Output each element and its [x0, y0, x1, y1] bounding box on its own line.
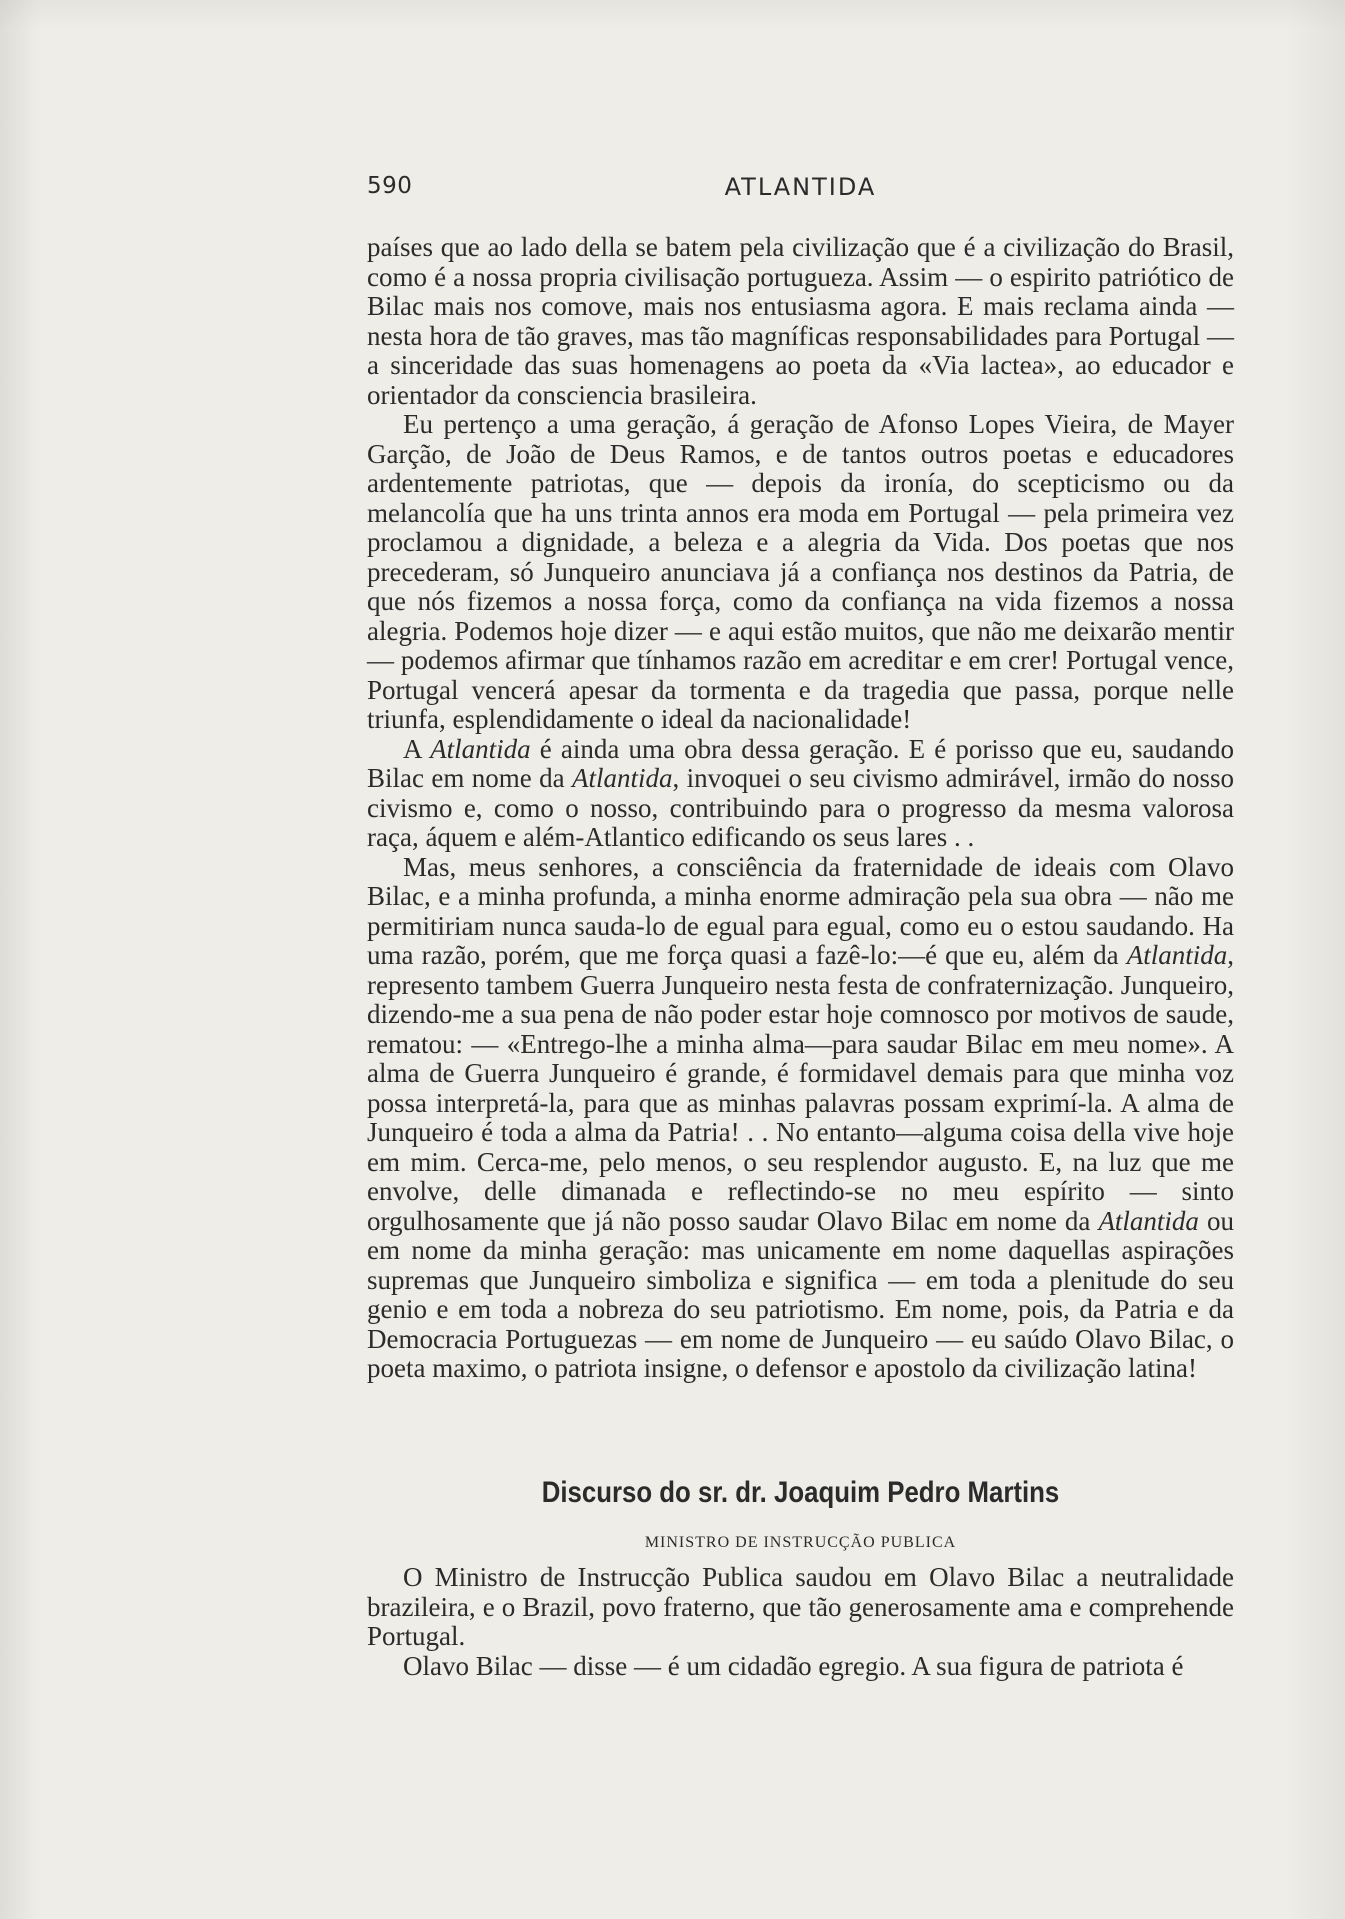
page-number: 590 [367, 173, 413, 199]
paragraph-4-italic-title-a: Atlantida [1126, 940, 1228, 970]
speech-subtitle: MINISTRO DE INSTRUCÇÃO PUBLICA [644, 1534, 957, 1551]
paragraph-3 [367, 735, 1234, 853]
paragraph-1-text: países que ao lado della se batem pela civilização que é a civilização do Brasil, como é a nossa propria civilisação portugueza. Assim — o espirito patriótico de Bilac mais nos comove, mais nos entusiasma agora. E mais reclama ainda — nesta hora de tão graves, mas tão magníficas responsabilidades para Portugal — a sinceridade das suas homenagens ao poeta da «Via lactea», ao educador e orientador da consciencia brasileira. [367, 232, 1234, 410]
paragraph-4-text-c: ou em nome da minha geração: mas unicamente em nome daquellas aspirações supremas que Junqueiro simboliza e significa — em toda a plenitude do seu genio e em toda a nobreza do seu patriotismo. Em nome, pois, da Patria e da Democracia Portuguezas — em nome de Junqueiro — eu saúdo Olavo Bilac, o poeta maximo, o patriota insigne, o defensor e apostolo da civilização latina! [367, 1205, 1234, 1383]
paragraph-3-text-c: , invoquei o seu civismo admirável, irmão do nosso civismo e, como o nosso, contribuindo para o progresso da mesma valorosa raça, áquem e além-Atlantico edificando os seus lares . . [367, 763, 1234, 852]
paragraph-1 [367, 233, 1234, 410]
running-title: ATLANTIDA [724, 173, 877, 201]
paragraph-4-italic-title-b: Atlantida [1098, 1205, 1199, 1236]
speech-paragraph-2: Olavo Bilac — disse — é um cidadão egregio. A sua figura de patriota é [403, 1650, 1184, 1681]
body-text [367, 233, 1234, 1384]
paragraph-4 [367, 853, 1234, 1384]
paragraph-3-italic-title-a: Atlantida [430, 733, 531, 764]
speech-title: Discurso do sr. dr. Joaquim Pedro Martins [541, 1476, 1060, 1509]
paragraph-3-text-b: é ainda uma obra dessa geração. E é porisso que eu, saudando Bilac em nome da [367, 733, 1235, 793]
paragraph-4-text-a: Mas, meus senhores, a consciência da fraternidade de ideais com Olavo Bilac, e a minha profunda, a minha enorme admiração pela sua obra — não me permitiriam nunca sauda-lo de egual para egual, como eu o estou saudando. Ha uma razão, porém, que me força quasi a fazê-lo:—é que eu, além da [367, 851, 1234, 970]
page-header [367, 173, 1234, 207]
paragraph-2-text: Eu pertenço a uma geração, á geração de Afonso Lopes Vieira, de Mayer Garção, de João de Deus Ramos, e de tantos outros poetas e educadores ardentemente patriotas, que — depois da ironía, do scepticismo ou da melancolía que ha uns trinta annos era moda em Portugal — pela primeira vez proclamou a dignidade, a beleza e a alegria da Vida. Dos poetas que nos precederam, só Junqueiro anunciava já a confiança nos destinos da Patria, de que nós fizemos a nossa força, como da confiança na vida fizemos a nossa alegria. Podemos hoje dizer — e aqui estão muitos, que não me deixarão mentir — podemos afirmar que tínhamos razão em acreditar e em crer! Portugal vence, Portugal vencerá apesar da tormenta e da tragedia que passa, porque nelle triunfa, esplendidamente o ideal da nacionalidade! [367, 409, 1234, 734]
paragraph-3-italic-title-b: Atlantida [571, 763, 673, 793]
paragraph-3-text-a: A [403, 733, 431, 764]
speech-paragraph-1: O Ministro de Instrucção Publica saudou em Olavo Bilac a neutralidade brazileira, e o Brazil, povo fraterno, que tão generosamente ama e comprehende Portugal. [367, 1562, 1234, 1651]
speech-body [367, 1563, 1234, 1681]
paragraph-2 [367, 410, 1234, 735]
paragraph-4-text-b: , represento tambem Guerra Junqueiro nesta festa de confraternização. Junqueiro, dizendo-me a sua pena de não poder estar hoje comnosco por motivos de saude, rematou: — «Entrego-lhe a minha alma—para saudar Bilac em meu nome». A alma de Guerra Junqueiro é grande, é formidavel demais para que minha voz possa interpretá-la, para que as minhas palavras possam exprimí-la. A alma de Junqueiro é toda a alma da Patria! . . No entanto—alguma coisa della vive hoje em mim. Cerca-me, pelo menos, o seu resplendor augusto. E, na luz que me envolve, delle dimanada e reflectindo-se no meu espírito — sinto orgulhosamente que já não posso saudar Olavo Bilac em nome da [367, 940, 1234, 1236]
speech-section [367, 1475, 1234, 1681]
